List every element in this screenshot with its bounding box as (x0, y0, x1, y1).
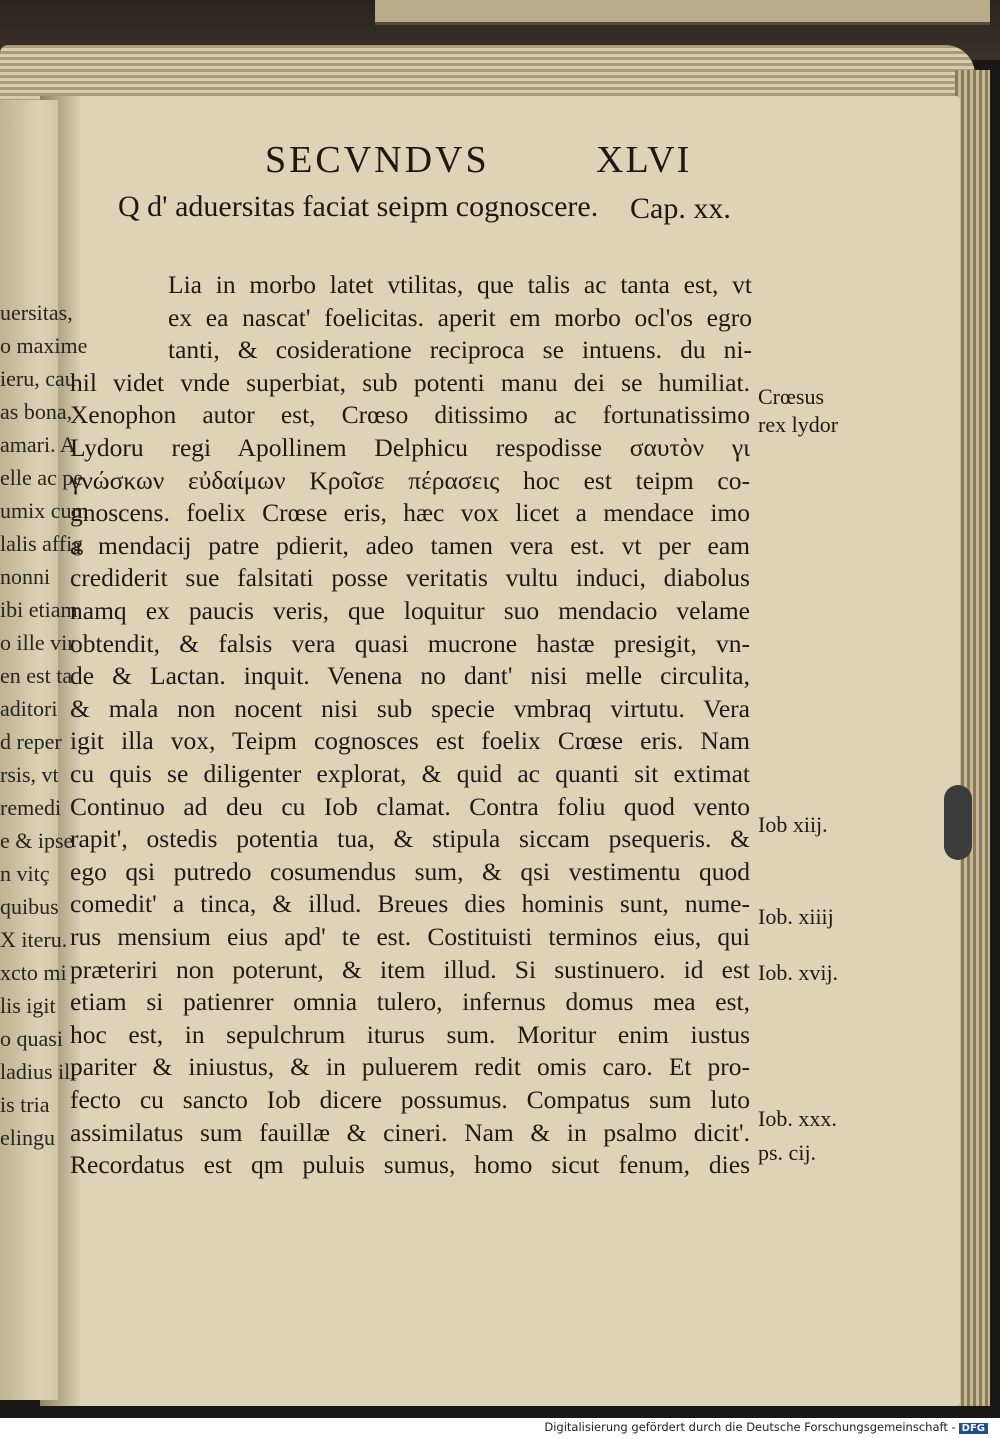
facing-page-text: X iteru. (0, 927, 68, 952)
facing-page-text: o quasi (0, 1026, 63, 1051)
folio-number: XLVI (596, 139, 692, 181)
margin-note: ps. cij. (758, 1140, 817, 1165)
facing-page-text: lis igit (0, 993, 56, 1018)
body-line: de & Lactan. inquit. Venena no dant' nisi melle circulita, (70, 661, 750, 691)
running-title: SECVNDVS (265, 139, 490, 181)
chapter-number: Cap. xx. (630, 192, 731, 225)
facing-page-text: en est ta (0, 663, 73, 688)
body-line: tanti, & cosideratione reciproca se intuens. du ni- (168, 335, 752, 365)
dfg-logo: DFG (959, 1423, 988, 1434)
body-line: etiam si patienrer omnia tulero, infernus domus mea est, (70, 987, 750, 1017)
body-line: a mendacij patre pdierit, adeo tamen vera est. vt per eam (70, 530, 750, 560)
facing-page-text: n vitç (0, 861, 50, 886)
facing-page-text: as bona, (0, 399, 73, 424)
facing-page-text: umix cum (0, 498, 89, 523)
body-line: Lydoru regi Apollinem Delphicu respodisse σαυτὸν γι (70, 433, 750, 462)
facing-page-text: ieru, cau (0, 366, 76, 391)
body-line: fecto cu sancto Iob dicere possumus. Compatus sum luto (70, 1085, 750, 1114)
body-line: assimilatus sum fauillæ & cineri. Nam & in psalmo dicit'. (70, 1117, 750, 1147)
margin-note: Iob. xiiij (758, 904, 834, 929)
margin-note: Iob. xvij. (758, 960, 839, 985)
body-line: Continuo ad deu cu Iob clamat. Contra foliu quod vento (70, 791, 750, 821)
body-line: namq ex paucis veris, que loquitur suo mendacio velame (70, 596, 750, 625)
body-line: obtendit, & falsis vera quasi mucrone hastæ presigit, vn- (70, 628, 750, 658)
body-line: præteriri non poterunt, & item illud. Si sustinuero. id est (70, 954, 750, 984)
facing-page-text: xcto mi (0, 960, 67, 985)
facing-page-text: o ille vir (0, 630, 75, 655)
facing-page-text: d reper (0, 729, 62, 754)
footer-credit (544, 1420, 988, 1434)
facing-page-text: quibus (0, 894, 59, 919)
facing-page-text: remedi (0, 795, 62, 820)
facing-page-text: uersitas, (0, 300, 73, 325)
body-line: igit illa vox, Teipm cognosces est foelix Crœse eris. Nam (70, 726, 750, 756)
body-line: hil videt vnde superbiat, sub potenti manu dei se humiliat. (70, 367, 750, 397)
margin-note: Iob xiij. (758, 812, 828, 837)
facing-page-text: ibi etiam (0, 597, 78, 622)
body-line: rapit', ostedis potentia tua, & stipula siccam psequeris. & (70, 824, 750, 854)
facing-page-text: ladius ill (0, 1059, 77, 1084)
adjacent-book (375, 0, 990, 25)
body-line: Xenophon autor est, Crœso ditissimo ac fortunatissimo (70, 400, 750, 430)
margin-note: rex lydor (758, 412, 839, 437)
facing-page-text: lalis affig (0, 531, 84, 556)
facing-page-text: aditori (0, 696, 58, 721)
facing-page-text: nonni (0, 564, 51, 589)
facing-page-text: is tria (0, 1092, 50, 1117)
body-line: cu quis se diligenter explorat, & quid ac quanti sit extimat (70, 759, 750, 788)
facing-page-text: e & ipse (0, 828, 74, 853)
page-clip (944, 785, 972, 860)
body-line: pariter & iniustus, & in puluerem redit omis caro. Et pro- (70, 1052, 750, 1082)
body-line: γνώσκων εὐδαίμων Κροῖσε πέρασεις hoc est teipm co- (70, 465, 750, 495)
page-edges-right (955, 70, 990, 1410)
body-line: & mala non nocent nisi sub specie vmbraq virtutu. Vera (70, 693, 750, 723)
margin-note: Iob. xxx. (758, 1106, 837, 1131)
body-line: ego qsi putredo cosumendus sum, & qsi vestimentu quod (70, 856, 750, 886)
facing-page (0, 100, 89, 1400)
margin-note: Crœsus (758, 384, 825, 409)
body-line: crediderit sue falsitati posse veritatis vultu induci, diabolus (70, 563, 750, 593)
body-line: Lia in morbo latet vtilitas, que talis ac tanta est, vt (168, 270, 752, 299)
body-line: comedit' a tinca, & illud. Breues dies hominis sunt, nume- (70, 889, 750, 919)
body-line: Recordatus est qm puluis sumus, homo sicut fenum, dies (70, 1150, 750, 1180)
facing-page-text: amari. A (0, 432, 76, 457)
body-line: gnoscens. foelix Crœse eris, hæc vox licet a mendace imo (70, 498, 750, 528)
facing-page-text: rsis, vt (0, 762, 59, 787)
footer-credit-text: Digitalisierung gefördert durch die Deutsche Forschungsgemeinschaft - (544, 1420, 956, 1434)
body-line: hoc est, in sepulchrum iturus sum. Moritur enim iustus (70, 1019, 750, 1049)
facing-page-text: elle ac pe (0, 465, 84, 490)
facing-page-text: o maxime (0, 333, 88, 358)
body-line: ex ea nascat' foelicitas. aperit em morbo ocl'os egro (168, 302, 752, 332)
facing-page-text: elingu (0, 1125, 55, 1150)
body-line: rus mensium eius apd' te est. Costituisti terminos eius, qui (70, 922, 750, 951)
chapter-heading: Q d' aduersitas faciat seipm cognoscere. (118, 190, 599, 223)
